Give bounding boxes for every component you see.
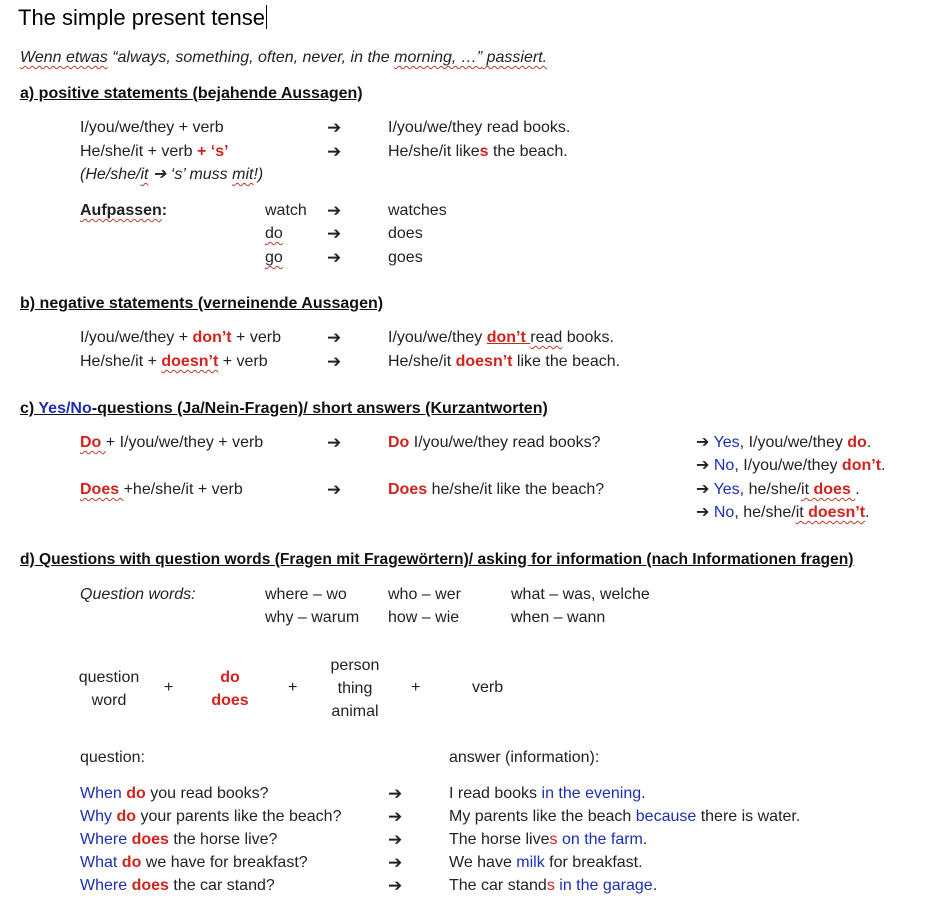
sec-b-example-1: I/you/we/they don’t read books. — [388, 329, 614, 346]
verb-base-do: do — [265, 225, 283, 242]
question-row: What do we have for breakfast? — [80, 854, 308, 871]
sec-b-example-2: He/she/it doesn’t like the beach. — [388, 353, 621, 370]
answer-row: My parents like the beach because there is water. — [449, 808, 801, 825]
question-row: Why do your parents like the beach? — [80, 808, 342, 825]
page-title: The simple present tense — [18, 5, 266, 30]
answer-row: The car stands in the garage. — [449, 877, 658, 894]
arrow-icon: ➔ — [327, 433, 342, 452]
section-a-heading: a) positive statements (bejahende Aussagen) — [20, 85, 363, 102]
qword-how: how – wie — [388, 609, 460, 626]
qword-when: when – wann — [511, 609, 606, 626]
answer-row: We have milk for breakfast. — [449, 854, 643, 871]
verb-form-does: does — [388, 225, 423, 242]
sec-c-question-2: Does he/she/it like the beach? — [388, 481, 605, 498]
answer-row: I read books in the evening. — [449, 785, 646, 802]
sec-a-note: (He/she/it ➔ ‘s’ muss mit!) — [80, 166, 264, 183]
formula-plus: + — [164, 679, 174, 696]
qword-who: who – wer — [388, 586, 461, 603]
question-words-label: Question words: — [80, 586, 196, 603]
formula-plus: + — [411, 679, 421, 696]
intro-line: Wenn etwas “always, something, often, never, in the morning, …” passiert. — [20, 49, 548, 66]
sec-c-question-1: Do I/you/we/they read books? — [388, 434, 601, 451]
short-answer-yes-do: ➔ Yes, I/you/we/they do. — [696, 434, 872, 451]
arrow-icon: ➔ — [327, 352, 342, 371]
formula-plus: + — [288, 679, 298, 696]
arrow-icon: ➔ — [388, 807, 403, 826]
qword-why: why – warum — [265, 609, 360, 626]
arrow-icon: ➔ — [388, 853, 403, 872]
arrow-icon: ➔ — [327, 328, 342, 347]
short-answer-yes-does: ➔ Yes, he/she/it does . — [696, 481, 860, 498]
sec-b-rule-1: I/you/we/they + don’t + verb — [80, 329, 281, 346]
formula-subject: person thing animal — [330, 657, 380, 720]
section-c-heading: c) Yes/No-questions (Ja/Nein-Fragen)/ short answers (Kurzantworten) — [20, 400, 548, 417]
section-d-heading: d) Questions with question words (Fragen mit Fragewörtern)/ asking for information (nach Informationen fragen) — [20, 551, 854, 568]
question-row: Where does the car stand? — [80, 877, 275, 894]
qword-what: what – was, welche — [511, 586, 650, 603]
answer-row: The horse lives on the farm. — [449, 831, 648, 848]
sec-c-rule-1: Do + I/you/we/they + verb — [80, 434, 264, 451]
sec-a-rule-2: He/she/it + verb + ‘s’ — [80, 143, 229, 160]
question-row: Where does the horse live? — [80, 831, 278, 848]
formula-question-word: question word — [78, 669, 140, 709]
arrow-icon: ➔ — [327, 224, 342, 243]
verb-base-go: go — [265, 249, 283, 266]
sec-a-example-1: I/you/we/they read books. — [388, 119, 571, 136]
qword-where: where – wo — [265, 586, 347, 603]
sec-a-example-2: He/she/it likes the beach. — [388, 143, 568, 160]
column-answer-label: answer (information): — [449, 749, 600, 766]
arrow-icon: ➔ — [327, 248, 342, 267]
formula-auxiliary: do does — [211, 669, 249, 709]
arrow-icon: ➔ — [327, 480, 342, 499]
verb-form-goes: goes — [388, 249, 423, 266]
aufpassen-label: Aufpassen: — [80, 202, 168, 219]
verb-form-watches: watches — [388, 202, 447, 219]
arrow-icon: ➔ — [388, 784, 403, 803]
arrow-icon: ➔ — [388, 876, 403, 895]
section-b-heading: b) negative statements (verneinende Aussagen) — [20, 295, 384, 312]
sec-b-rule-2: He/she/it + doesn’t + verb — [80, 353, 268, 370]
question-row: When do you read books? — [80, 785, 269, 802]
arrow-icon: ➔ — [388, 830, 403, 849]
verb-base-watch: watch — [265, 202, 307, 219]
arrow-icon: ➔ — [327, 142, 342, 161]
column-question-label: question: — [80, 749, 145, 766]
text-cursor — [266, 5, 267, 29]
arrow-icon: ➔ — [327, 201, 342, 220]
formula-verb: verb — [472, 679, 504, 696]
sec-a-rule-1: I/you/we/they + verb — [80, 119, 224, 136]
arrow-icon: ➔ — [327, 118, 342, 137]
short-answer-no-doesnt: ➔ No, he/she/it doesn’t. — [696, 504, 870, 521]
sec-c-rule-2: Does +he/she/it + verb — [80, 481, 243, 498]
short-answer-no-dont: ➔ No, I/you/we/they don’t. — [696, 457, 886, 474]
